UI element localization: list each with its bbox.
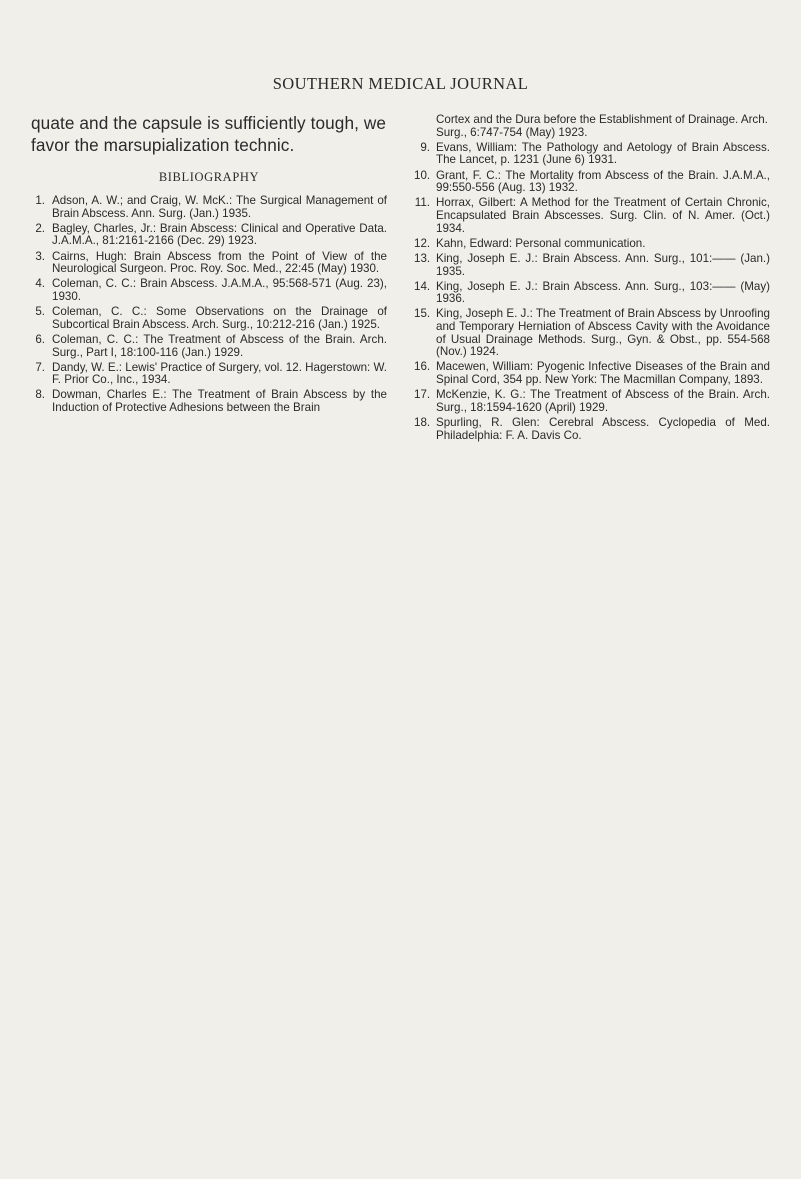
reference-number: 13. bbox=[414, 251, 431, 265]
bibliography-heading: BIBLIOGRAPHY bbox=[158, 170, 260, 184]
reference-item bbox=[31, 251, 387, 276]
reference-text: Kahn, Edward: Personal communication. bbox=[436, 236, 646, 250]
reference-item bbox=[414, 417, 770, 442]
reference-item bbox=[31, 306, 387, 331]
reference-item bbox=[414, 253, 770, 278]
reference-text: Evans, William: The Pathology and Aetology of Brain Abscess. The Lancet, p. 1231 (June 6) 1931. bbox=[436, 140, 770, 167]
reference-number: 16. bbox=[414, 360, 431, 374]
bibliography-list-left bbox=[31, 195, 387, 415]
reference-number: 3. bbox=[35, 249, 45, 263]
reference-text: King, Joseph E. J.: Brain Abscess. Ann. Surg., 101:—— (Jan.) 1935. bbox=[436, 251, 770, 278]
reference-text: Coleman, C. C.: The Treatment of Abscess of the Brain. Arch. Surg., Part I, 18:100-116 (Jan.) 1929. bbox=[52, 332, 387, 359]
reference-text: Horrax, Gilbert: A Method for the Treatment of Certain Chronic, Encapsulated Brain Abscesses. Surg. Clin. of N. Amer. (Oct.) 1934. bbox=[436, 196, 770, 235]
reference-item bbox=[414, 308, 770, 358]
reference-item bbox=[31, 334, 387, 359]
reference-text: King, Joseph E. J.: Brain Abscess. Ann. Surg., 103:—— (May) 1936. bbox=[436, 279, 770, 306]
reference-number: 14. bbox=[414, 279, 431, 293]
reference-text: King, Joseph E. J.: The Treatment of Brain Abscess by Unroofing and Temporary Herniation of Abscess Cavity with the Avoidance of Usual Drainage Methods. Surg., Gyn. & Obst., pp. 554-568 (Nov.) 1924. bbox=[436, 307, 770, 359]
reference-number: 2. bbox=[35, 221, 45, 235]
reference-text: McKenzie, K. G.: The Treatment of Abscess of the Brain. Arch. Surg., 18:1594-1620 (April) 1929. bbox=[436, 388, 770, 414]
reference-number: 7. bbox=[35, 360, 45, 374]
reference-item bbox=[414, 197, 770, 235]
reference-item bbox=[414, 142, 770, 167]
reference-text: Adson, A. W.; and Craig, W. McK.: The Surgical Management of Brain Abscess. Ann. Surg. (Jan.) 1935. bbox=[52, 194, 387, 220]
reference-number: 1. bbox=[35, 194, 45, 207]
reference-item bbox=[31, 389, 387, 414]
right-column bbox=[414, 114, 770, 445]
reference-number: 18. bbox=[414, 416, 431, 429]
reference-text: Grant, F. C.: The Mortality from Abscess of the Brain. J.A.M.A., 99:550-556 (Aug. 13) 1932. bbox=[436, 168, 770, 195]
reference-number: 12. bbox=[414, 236, 431, 250]
reference-number: 17. bbox=[414, 388, 431, 402]
reference-text: Dandy, W. E.: Lewis' Practice of Surgery, vol. 12. Hagerstown: W. F. Prior Co., Inc., 1934. bbox=[52, 360, 387, 387]
reference-item bbox=[31, 362, 387, 387]
reference-text: Spurling, R. Glen: Cerebral Abscess. Cyclopedia of Med. Philadelphia: F. A. Davis Co. bbox=[436, 416, 770, 442]
reference-item bbox=[31, 278, 387, 303]
reference-continuation: Cortex and the Dura before the Establishment of Drainage. Arch. Surg., 6:747-754 (May) 1923. bbox=[436, 113, 768, 139]
reference-text: Dowman, Charles E.: The Treatment of Brain Abscess by the Induction of Protective Adhesions between the Brain bbox=[52, 388, 387, 415]
intro-paragraph: quate and the capsule is sufficiently tough, we favor the marsupialization technic. bbox=[31, 113, 387, 155]
reference-item bbox=[414, 281, 770, 306]
reference-text: Bagley, Charles, Jr.: Brain Abscess: Clinical and Operative Data. J.A.M.A., 81:2161-2166 (Dec. 29) 1923. bbox=[52, 221, 387, 248]
reference-number: 15. bbox=[414, 307, 431, 321]
left-column bbox=[31, 112, 387, 417]
reference-number: 10. bbox=[414, 168, 431, 182]
reference-text: Cairns, Hugh: Brain Abscess from the Point of View of the Neurological Surgeon. Proc. Roy. Soc. Med., 22:45 (May) 1930. bbox=[52, 249, 387, 276]
reference-item bbox=[414, 170, 770, 195]
reference-item bbox=[31, 223, 387, 248]
reference-number: 8. bbox=[35, 388, 45, 402]
reference-item bbox=[414, 389, 770, 414]
reference-number: 6. bbox=[35, 332, 45, 346]
reference-text: Coleman, C. C.: Brain Abscess. J.A.M.A., 95:568-571 (Aug. 23), 1930. bbox=[52, 277, 387, 303]
reference-item bbox=[414, 238, 770, 251]
reference-item bbox=[31, 195, 387, 220]
journal-header: SOUTHERN MEDICAL JOURNAL bbox=[272, 74, 529, 93]
reference-number: 9. bbox=[420, 140, 430, 154]
bibliography-list-right bbox=[414, 142, 770, 442]
reference-number: 11. bbox=[414, 196, 430, 210]
reference-number: 5. bbox=[35, 305, 45, 319]
reference-text: Coleman, C. C.: Some Observations on the Drainage of Subcortical Brain Abscess. Arch. Surg., 10:212-216 (Jan.) 1925. bbox=[52, 305, 387, 331]
reference-text: Macewen, William: Pyogenic Infective Diseases of the Brain and Spinal Cord, 354 pp. New York: The Macmillan Company, 1893. bbox=[436, 360, 770, 387]
reference-item bbox=[414, 361, 770, 386]
reference-number: 4. bbox=[35, 277, 45, 291]
